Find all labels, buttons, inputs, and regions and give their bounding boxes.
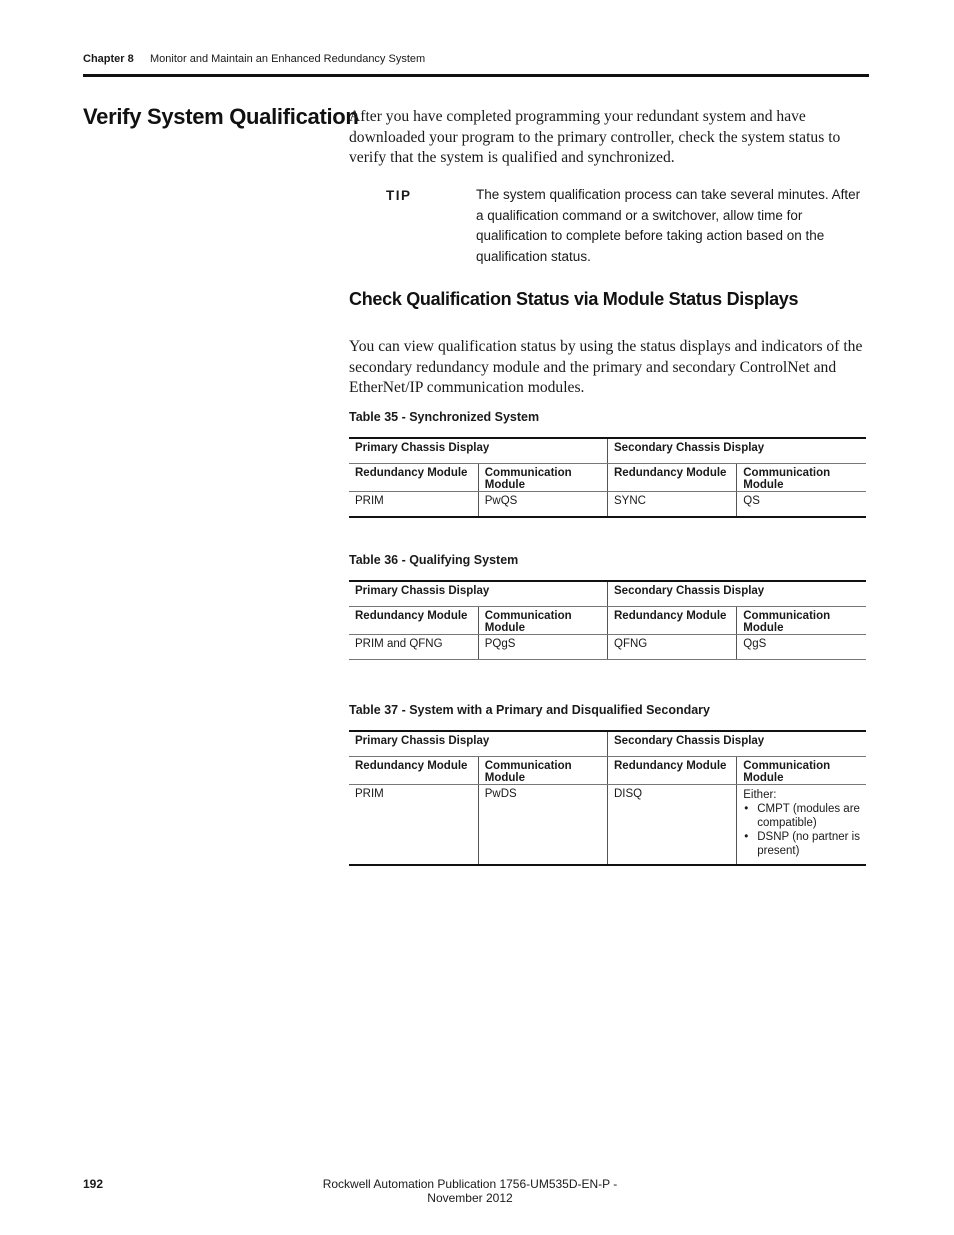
col-header: Redundancy Module (608, 464, 737, 492)
table-cell: QFNG (608, 635, 737, 660)
col-header: Communication Module (478, 607, 607, 635)
list-item: • CMPT (modules are compatible) (757, 802, 860, 830)
col-header: Redundancy Module (608, 607, 737, 635)
table-cell: PQgS (478, 635, 607, 660)
table-row (349, 438, 866, 464)
col-header: Communication Module (737, 464, 866, 492)
table-37 (349, 730, 866, 866)
group-header-secondary: Secondary Chassis Display (608, 438, 867, 464)
table-row (349, 731, 866, 757)
col-header: Redundancy Module (349, 757, 478, 785)
group-header-secondary: Secondary Chassis Display (608, 581, 867, 607)
table-cell-either (737, 785, 866, 865)
tip-text: The system qualification process can take several minutes. After a qualification command or a switchover, allow time for qualification to complete before taking action based on the qualification status. (476, 187, 861, 264)
table-cell: PwDS (478, 785, 607, 865)
header-rule (83, 74, 869, 77)
list-item: • DSNP (no partner is present) (757, 830, 860, 858)
table-row (349, 785, 866, 865)
col-header: Redundancy Module (349, 607, 478, 635)
table-36 (349, 580, 866, 660)
group-header-primary: Primary Chassis Display (349, 438, 608, 464)
table-cell: SYNC (608, 492, 737, 518)
section-title: Verify System Qualification (83, 104, 359, 129)
publication-info: Rockwell Automation Publication 1756-UM535D-EN-P - November 2012 (322, 1177, 618, 1205)
table-row (349, 492, 866, 518)
running-header (83, 53, 868, 65)
group-header-primary: Primary Chassis Display (349, 731, 608, 757)
table-row (349, 464, 866, 492)
col-header: Redundancy Module (349, 464, 478, 492)
table-row (349, 635, 866, 660)
chapter-title: Monitor and Maintain an Enhanced Redundancy System (150, 53, 426, 65)
table-36-caption: Table 36 - Qualifying System (349, 553, 519, 567)
col-header: Communication Module (478, 464, 607, 492)
either-label: Either: (743, 789, 777, 801)
table-row (349, 581, 866, 607)
table-37-caption: Table 37 - System with a Primary and Disqualified Secondary (349, 703, 710, 717)
table-cell: QS (737, 492, 866, 518)
table-cell: PRIM (349, 785, 478, 865)
section-intro: After you have completed programming your redundant system and have downloaded your program to the primary controller, check the system status to verify that the system is qualified and synchronized. (349, 108, 841, 166)
page-number: 192 (83, 1177, 104, 1191)
subsection-title: Check Qualification Status via Module Status Displays (349, 289, 799, 309)
table-35-caption: Table 35 - Synchronized System (349, 410, 540, 424)
table-35 (349, 437, 866, 518)
table-cell: PRIM and QFNG (349, 635, 478, 660)
chapter-label: Chapter 8 (83, 53, 134, 65)
table-cell: QgS (737, 635, 866, 660)
table-cell: PwQS (478, 492, 607, 518)
col-header: Communication Module (737, 757, 866, 785)
table-cell: PRIM (349, 492, 478, 518)
group-header-primary: Primary Chassis Display (349, 581, 608, 607)
col-header: Redundancy Module (608, 757, 737, 785)
bullet-list (743, 802, 860, 858)
table-cell: DISQ (608, 785, 737, 865)
tip-label: TIP (386, 188, 412, 203)
col-header: Communication Module (478, 757, 607, 785)
table-row (349, 607, 866, 635)
group-header-secondary: Secondary Chassis Display (608, 731, 867, 757)
table-row (349, 757, 866, 785)
subsection-intro: You can view qualification status by using the status displays and indicators of the secondary redundancy module and the primary and secondary ControlNet and EtherNet/IP communication modules. (349, 338, 863, 396)
col-header: Communication Module (737, 607, 866, 635)
